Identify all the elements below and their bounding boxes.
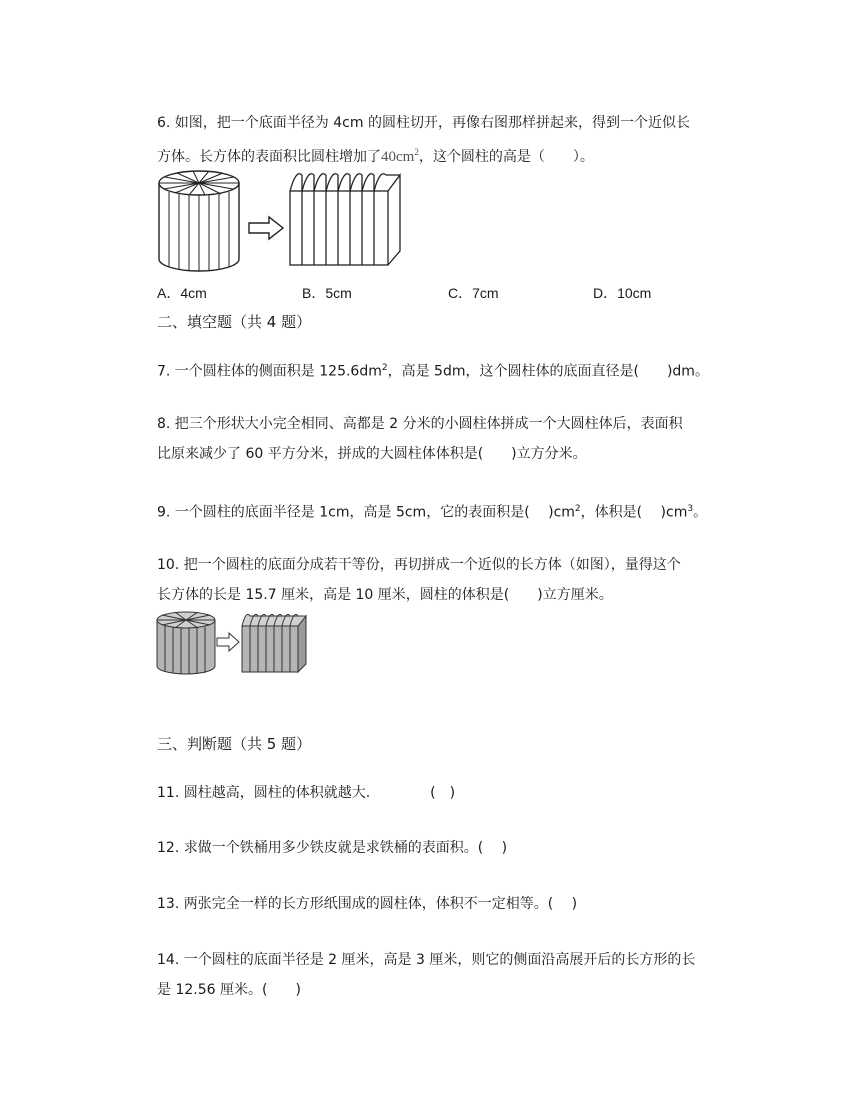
q8-line2: 比原来减少了 60 平方分米，拼成的大圆柱体体积是( )立方分米。 — [157, 446, 587, 462]
q14-line2: 是 12.56 厘米。( ) — [157, 982, 301, 998]
cylinder-shape — [159, 171, 239, 271]
arrow-icon — [249, 217, 283, 239]
option-a[interactable]: A．4cm — [157, 285, 207, 301]
gray-cylinder-shape — [157, 612, 215, 674]
q8-line1: 8. 把三个形状大小完全相同、高都是 2 分米的小圆柱体拼成一个大圆柱体后，表面积 — [157, 416, 683, 432]
option-d[interactable]: D．10cm — [593, 285, 652, 301]
section-3-title: 三、判断题（共 5 题） — [157, 735, 312, 753]
q10-line1: 10. 把一个圆柱的底面分成若干等份，再切拼成一个近似的长方体（如图），量得这个 — [157, 557, 681, 573]
arrow-icon — [217, 633, 239, 651]
q6-figure — [155, 163, 405, 275]
gray-cuboid-shape — [242, 614, 306, 672]
q11: 11. 圆柱越高，圆柱的体积就越大. ( ) — [157, 785, 456, 801]
section-2-title: 二、填空题（共 4 题） — [157, 313, 312, 331]
q6-line2-start: 方体。长方体的表面积比圆柱增加了 — [157, 149, 381, 165]
q13: 13. 两张完全一样的长方形纸围成的圆柱体，体积不一定相等。( ) — [157, 896, 578, 912]
q9: 9. 一个圆柱的底面半径是 1cm，高是 5cm，它的表面积是( )$cm^2$，体积是( )$cm^3$。 — [157, 504, 708, 521]
q11-answer-blank[interactable]: ( ) — [430, 785, 456, 801]
q6-line1: 6. 如图，把一个底面半径为 4cm 的圆柱切开，再像右图那样拼起来，得到一个近似长 — [157, 115, 690, 131]
cuboid-shape — [290, 174, 400, 265]
q10-figure — [155, 608, 315, 676]
q14-line1: 14. 一个圆柱的底面半径是 2 厘米，高是 3 厘米，则它的侧面沿高展开后的长方形的长 — [157, 952, 696, 968]
option-c[interactable]: C．7cm — [448, 285, 499, 301]
option-b[interactable]: B．5cm — [302, 285, 352, 301]
q7: 7. 一个圆柱体的侧面积是 $125.6dm^2$，高是 5dm，这个圆柱体的底面直径是( )dm。 — [157, 363, 709, 380]
q12: 12. 求做一个铁桶用多少铁皮就是求铁桶的表面积。( ) — [157, 840, 508, 856]
q10-line2: 长方体的长是 15.7 厘米，高是 10 厘米，圆柱的体积是( )立方厘米。 — [157, 587, 613, 603]
q6-line2-end: ，这个圆柱的高是（ ）。 — [418, 149, 594, 165]
q6-area-value: $40cm^2$ — [381, 147, 419, 165]
